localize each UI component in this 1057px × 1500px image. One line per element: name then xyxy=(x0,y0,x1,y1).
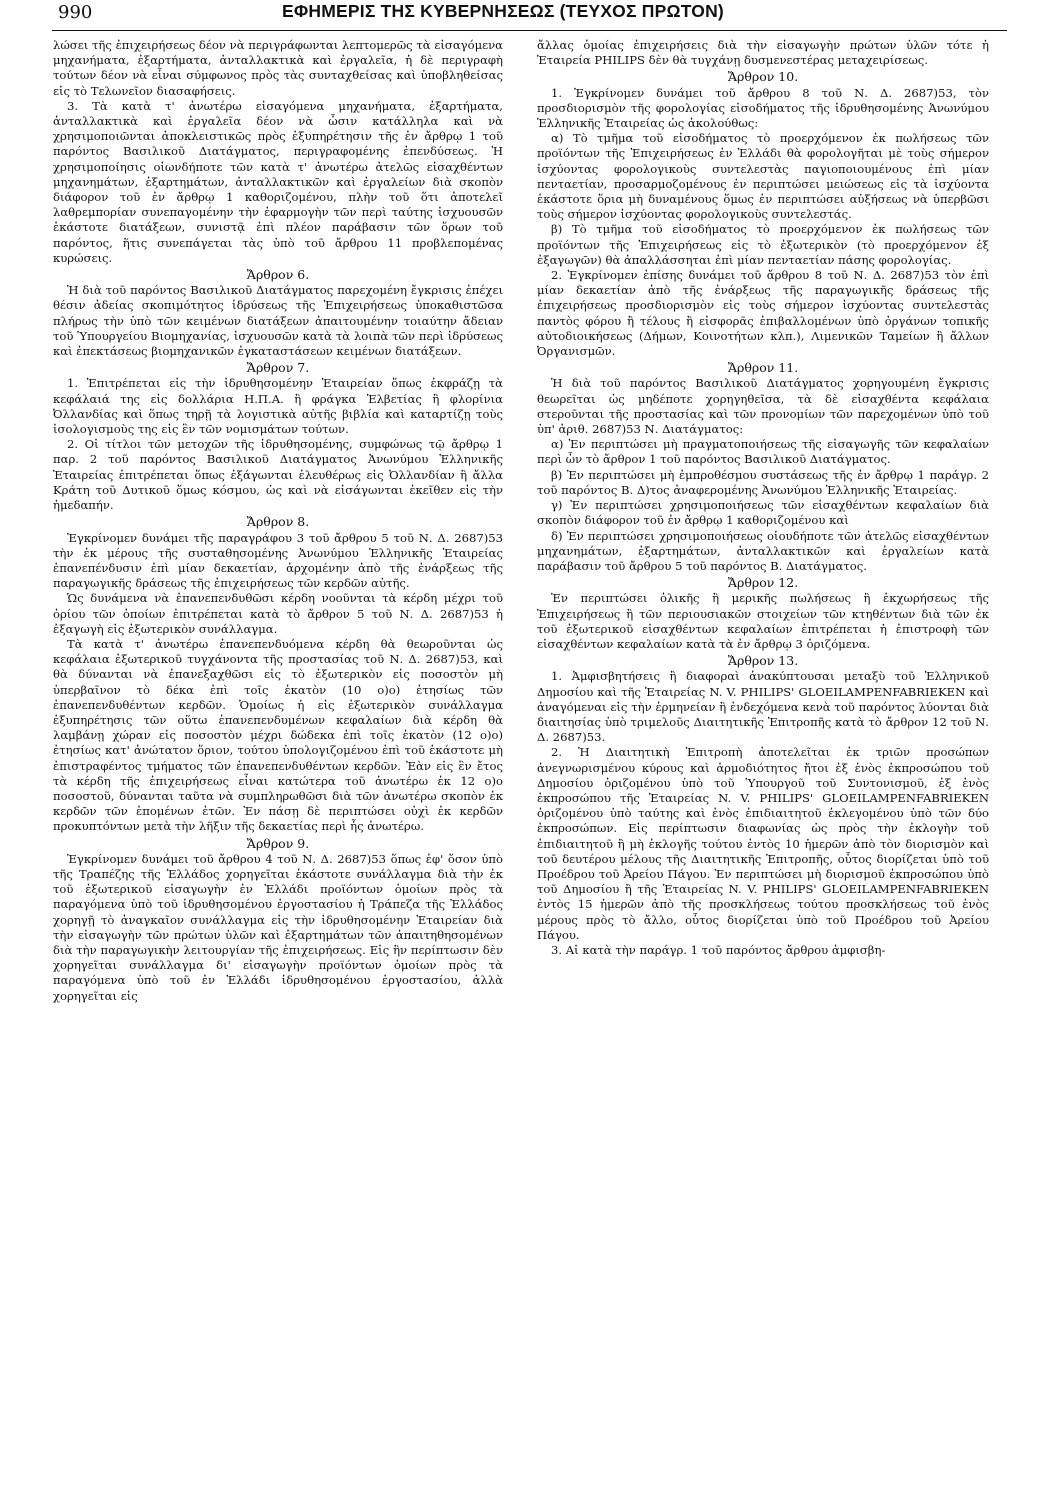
paragraph: Ἡ διὰ τοῦ παρόντος Βασιλικοῦ Διατάγματος χορηγουμένη ἔγκρισις θεωρεῖται ὡς μηδέποτε χορηγηθεῖσα, τὰ δὲ εἰσαχθέντα κεφάλαια στεροῦνται τῆς προστασίας καὶ τῶν προνομίων τῶν παρεχομένων ὑπὸ τοῦ ὑπ' ἀριθ. 2687)53 Ν. Διατάγματος: xyxy=(537,376,989,437)
paragraph: Τὰ κατὰ τ' ἀνωτέρω ἐπανεπενδυόμενα κέρδη θὰ θεωροῦνται ὡς κεφάλαια ἐξωτερικοῦ τυγχάνοντα τῆς προστασίας τοῦ Ν. Δ. 2687)53, καὶ θὰ δύνανται νὰ ἐπανεξαχθῶσι εἰς τὸ ἐξωτερικὸν εἰς ποσοστὸν μὴ ὑπερβαῖνον τὸ δέκα ἐπὶ τοῖς ἑκατὸν (10 ο)ο) ἐτησίως τῶν ἐπανεπενδυθέντων κερδῶν. Ὁμοίως ἡ εἰς ἐξωτερικὸν συνάλλαγμα ἐξυπηρέτησις τῶν οὕτω ἐπανεπενδυμένων κεφαλαίων διὰ κέρδη θὰ λαμβάνῃ χώραν εἰς ποσοστὸν μέχρι δώδεκα ἐπὶ τοῖς ἑκατὸν (12 ο)ο) ἐτησίως κατ' ἀνώτατον ὅριον, τούτου ὑπολογιζομένου ἐπὶ τοῦ ἑκάστοτε μὴ ἐπιστραφέντος τμήματος τῶν ἐπανεπενδυθέντων κερδῶν. Ἐὰν εἰς ἓν ἔτος τὰ κέρδη τῆς ἐπιχειρήσεως εἶναι κατώτερα τοῦ ἀνωτέρω ἐκ 12 ο)ο ποσοστοῦ, δύνανται ταῦτα νὰ συμπληρωθῶσι διὰ τῶν ἀνωτέρω σκοπὸν ἐκ κερδῶν τῶν ἑπομένων ἐτῶν. Ἐν πάσῃ δὲ περιπτώσει οὐχὶ ἐκ κερδῶν προκυπτόντων μετὰ τὴν λῆξιν τῆς δεκαετίας περὶ ἧς ἀνωτέρω. xyxy=(53,636,503,834)
clause-a: α) Ἐν περιπτώσει μὴ πραγματοποιήσεως τῆς εἰσαγωγῆς τῶν κεφαλαίων περὶ ὧν τὸ ἄρθρον 1 τοῦ παρόντος Βασιλικοῦ Διατάγματος. xyxy=(537,437,989,467)
paragraph: 1. Ἀμφισβητήσεις ἢ διαφοραὶ ἀνακύπτουσαι μεταξὺ τοῦ Ἑλληνικοῦ Δημοσίου καὶ τῆς Ἑταιρείας N. V. PHILIPS' GLOEILAMPENFABRIEKEN καὶ ἀναγόμεναι εἰς τὴν ἑρμηνείαν ἢ ἐνδεχόμενα κενὰ τοῦ παρόντος λύονται διὰ διαιτησίας ὑπὸ τριμελοῦς Διαιτητικῆς Ἐπιτροπῆς κατὰ τὸ ἄρθρον 12 τοῦ Ν. Δ. 2687)53. xyxy=(537,669,989,745)
left-column xyxy=(53,38,503,1004)
paragraph: 1. Ἐγκρίνομεν δυνάμει τοῦ ἄρθρου 8 τοῦ Ν. Δ. 2687)53, τὸν προσδιορισμὸν τῆς φορολογίας εἰσοδήματος τῆς ἱδρυθησομένης Ἀνωνύμου Ἑλληνικῆς Ἑταιρείας ὡς ἀκολούθως: xyxy=(537,85,989,131)
clause-b: β) Τὸ τμῆμα τοῦ εἰσοδήματος τὸ προερχόμενον ἐκ πωλήσεως τῶν προϊόντων τῆς Ἐπιχειρήσεως εἰς τὸ ἐξωτερικὸν (τὸ προερχόμενον ἐξ ἐξαγωγῶν) θὰ ἀπαλλάσσηται ἐπὶ μίαν πενταετίαν πάσης φορολογίας. xyxy=(537,222,989,267)
article-heading-11: Ἄρθρον 11. xyxy=(727,360,799,376)
article-heading-13: Ἄρθρον 13. xyxy=(727,653,799,669)
page-number: 990 xyxy=(58,2,93,23)
paragraph: 2. Ἡ Διαιτητικὴ Ἐπιτροπὴ ἀποτελεῖται ἐκ τριῶν προσώπων ἀνεγνωρισμένου κύρους καὶ ἁρμοδιότητος ἤτοι ἐξ ἑνὸς ἐκπροσώπου τοῦ Δημοσίου ὁριζομένου ὑπὸ τοῦ Ὑπουργοῦ τοῦ Συντονισμοῦ, ἐξ ἑνὸς ἐκπροσώπου τῆς Ἑταιρείας N. V. PHILIPS' GLOEILAMPENFABRIEKEN ὁριζομένου ὑπὸ ταύτης καὶ ἑνὸς ἐπιδιαιτητοῦ ἐκλεγομένου ὑπὸ τῶν δύο ἐκπροσώπων. Εἰς περίπτωσιν διαφωνίας ὡς πρὸς τὴν ἐκλογὴν τοῦ ἐπιδιαιτητοῦ ἢ μὴ ἐκλογῆς τούτου ἐντὸς 10 ἡμερῶν ἀπὸ τὸν διορισμὸν καὶ τοῦ δευτέρου μέλους τῆς Διαιτητικῆς Ἐπιτροπῆς, οὗτος διορίζεται ὑπὸ τοῦ Προέδρου τοῦ Ἀρείου Πάγου. Ἐν περιπτώσει μὴ διορισμοῦ ἐκπροσώπου ὑπὸ τοῦ Δημοσίου ἢ τῆς Ἑταιρείας N. V. PHILIPS' GLOEILAMPENFABRIEKEN ἐντὸς 15 ἡμερῶν ἀπὸ τῆς προσκλήσεως τούτου προσκλήσεως τοῦ ἑνὸς μέρους πρὸς τὸ ἄλλο, οὗτος διορίζεται ὑπὸ τοῦ Προέδρου τοῦ Ἀρείου Πάγου. xyxy=(537,745,989,942)
paragraph: Ἐγκρίνομεν δυνάμει τοῦ ἄρθρου 4 τοῦ Ν. Δ. 2687)53 ὅπως ἐφ' ὅσον ὑπὸ τῆς Τραπέζης τῆς Ἑλλάδος χορηγεῖται ἑκάστοτε συνάλλαγμα διὰ τὴν ἐκ τοῦ ἐξωτερικοῦ εἰσαγωγὴν ἐν Ἑλλάδι προϊόντων ὁμοίων πρὸς τὰ παραγόμενα ὑπὸ τοῦ ἱδρυθησομένου ἐργοστασίου ἡ Τράπεζα τῆς Ἑλλάδος χορηγῇ τὸ ἀναγκαῖον συνάλλαγμα εἰς τὴν ἱδρυθησομένην Ἑταιρείαν διὰ τὴν εἰσαγωγὴν τῶν πρώτων ὑλῶν καὶ ἐξαρτημάτων τῶν ἀπαιτηθησομένων διὰ τὴν παραγωγικὴν λειτουργίαν τῆς ἐπιχειρήσεως. Εἰς ἣν περίπτωσιν δὲν χορηγεῖται συνάλλαγμα δι' εἰσαγωγὴν προϊόντων ὁμοίων πρὸς τὰ παραγόμενα ὑπὸ τοῦ ἐν Ἑλλάδι ἱδρυθησομένου ἐργοστασίου, ἀλλὰ χορηγεῖται εἰς xyxy=(53,851,503,1003)
paragraph: 3. Τὰ κατὰ τ' ἀνωτέρω εἰσαγόμενα μηχανήματα, ἐξαρτήματα, ἀνταλλακτικὰ καὶ ἐργαλεῖα δέον νὰ ὦσιν κατάλληλα καὶ νὰ χρησιμοποιῶνται ἀποκλειστικῶς πρὸς ἐξυπηρέτησιν τῆς ἐν ἄρθρῳ 1 τοῦ παρόντος Βασιλικοῦ Διατάγματος, περιγραφομένης ἐπενδύσεως. Ἡ χρησιμοποίησις οἱωνδήποτε τῶν κατὰ τ' ἀνωτέρω ἀτελῶς εἰσαχθέντων μηχανημάτων, ἐξαρτημάτων, ἀνταλλακτικῶν καὶ ἐργαλείων διὰ σκοπὸν διάφορον τοῦ ἐν ἄρθρῳ 1 καθοριζομένου, πλὴν τοῦ ὅτι ἀποτελεῖ λαθρεμπορίαν συνεπαγομένην τὴν ἐφαρμογὴν τῶν περὶ ταύτης ἰσχυουσῶν ἑκάστοτε διατάξεων, συνιστᾷ ἐπὶ πλέον παράβασιν τῶν ὅρων τοῦ παρόντος, ἥτις συνεπάγεται τὰς ὑπὸ τοῦ ἄρθρου 11 προβλεπομένας κυρώσεις. xyxy=(53,98,503,265)
article-heading-12: Ἄρθρον 12. xyxy=(727,575,799,591)
paragraph: Ἐγκρίνομεν δυνάμει τῆς παραγράφου 3 τοῦ ἄρθρου 5 τοῦ Ν. Δ. 2687)53 τὴν ἐκ μέρους τῆς συσταθησομένης Ἀνωνύμου Ἑλληνικῆς Ἑταιρείας ἐπανεπένδυσιν ἐπὶ μίαν δεκαετίαν, ἀρχομένην ἀπὸ τῆς ἐνάρξεως τῆς παραγωγικῆς δράσεως τῆς ἐπιχειρήσεως τῶν κερδῶν αὐτῆς. xyxy=(53,530,503,591)
paragraph: 1. Ἐπιτρέπεται εἰς τὴν ἱδρυθησομένην Ἑταιρείαν ὅπως ἐκφράζῃ τὰ κεφάλαιά της εἰς δολλάρια Η.Π.Α. ἢ φράγκα Ἑλβετίας ἢ φλορίνια Ὀλλανδίας καὶ ὅπως τηρῇ τὰ λογιστικὰ αὐτῆς βιβλία καὶ καταρτίζῃ τοὺς ἰσολογισμοὺς της εἰς ἓν τῶν νομισμάτων τούτων. xyxy=(53,376,503,437)
article-heading-9: Ἄρθρον 9. xyxy=(246,835,310,851)
paragraph: 2. Οἱ τίτλοι τῶν μετοχῶν τῆς ἱδρυθησομένης, συμφώνως τῷ ἄρθρῳ 1 παρ. 2 τοῦ παρόντος Βασιλικοῦ Διατάγματος Ἀνωνύμου Ἑλληνικῆς Ἑταιρείας ἐπιτρέπεται ὅπως ἐξάγωνται ἐλευθέρως εἰς Ὀλλανδίαν ἢ ἄλλα Κράτη τοῦ Δυτικοῦ ὅμως κόσμου, ὡς καὶ νὰ εἰσάγωνται ἐκεῖθεν εἰς τὴν ἡμεδαπήν. xyxy=(53,437,503,513)
gazette-title: ΕΦΗΜΕΡΙΣ ΤΗΣ ΚΥΒΕΡΝΗΣΕΩΣ (ΤΕΥΧΟΣ ΠΡΩΤΟΝ) xyxy=(282,1,724,21)
paragraph: Ἐν περιπτώσει ὁλικῆς ἢ μερικῆς πωλήσεως ἢ ἐκχωρήσεως τῆς Ἐπιχειρήσεως ἢ τῶν περιουσιακῶν στοιχείων τῶν κτηθέντων διὰ τῶν ἐκ τοῦ ἐξωτερικοῦ εἰσαχθέντων κεφαλαίων ἐπιτρέπεται ἡ ἐπιστροφὴ τῶν εἰσαχθέντων κεφαλαίων κατὰ τὰ ἐν ἄρθρῳ 3 ὁριζόμενα. xyxy=(537,591,989,651)
right-column xyxy=(537,38,989,958)
article-heading-10: Ἄρθρον 10. xyxy=(727,69,799,85)
clause-b: β) Ἐν περιπτώσει μὴ ἐμπροθέσμου συστάσεως τῆς ἐν ἄρθρῳ 1 παράγρ. 2 τοῦ παρόντος Β. Δ)τος ἀναφερομένης Ἀνωνύμου Ἑλληνικῆς Ἑταιρείας. xyxy=(537,467,989,497)
article-heading-8: Ἄρθρον 8. xyxy=(246,514,310,530)
paragraph: Ἡ διὰ τοῦ παρόντος Βασιλικοῦ Διατάγματος παρεχομένη ἔγκρισις ἐπέχει θέσιν ἀδείας σκοπιμότητος ἱδρύσεως τῆς Ἐπιχειρήσεως ὑποκαθιστῶσα πλήρως τὴν ὑπὸ τῶν κειμένων διατάξεων ἀπαιτουμένην τοιαύτην ἄδειαν τοῦ Ὑπουργείου Βιομηχανίας, ἰσχυουσῶν κατὰ τὰ λοιπὰ τῶν περὶ ἱδρύσεως καὶ ἐπεκτάσεως βιομηχανικῶν ἐγκαταστάσεων κειμένων διατάξεων. xyxy=(53,283,503,359)
page-header xyxy=(52,0,1007,31)
clause-d: δ) Ἐν περιπτώσει χρησιμοποιήσεως οἱουδήποτε τῶν ἀτελῶς εἰσαχθέντων μηχανημάτων, ἐξαρτημάτων, ἀνταλλακτικῶν καὶ ἐργαλείων κατὰ παράβασιν τοῦ ἄρθρου 5 τοῦ παρόντος Β. Διατάγματος. xyxy=(537,528,989,573)
paragraph: 3. Αἱ κατὰ τὴν παράγρ. 1 τοῦ παρόντος ἄρθρου ἀμφισβη- xyxy=(551,942,886,957)
paragraph: Ὡς δυνάμενα νὰ ἐπανεπενδυθῶσι κέρδη νοοῦνται τὰ κέρδη μέχρι τοῦ ὁρίου τῶν ὁποίων ἐπιτρέπεται κατὰ τὸ ἄρθρον 5 τοῦ Ν. Δ. 2687)53 ἡ ἐξαγωγὴ εἰς ἐξωτερικὸν συνάλλαγμα. xyxy=(53,591,503,636)
paragraph: λώσει τῆς ἐπιχειρήσεως δέον νὰ περιγράφωνται λεπτομερῶς τὰ εἰσαγόμενα μηχανήματα, ἐξαρτήματα, ἀνταλλακτικὰ καὶ ἐργαλεῖα, ἡ δὲ περιγραφὴ τούτων δέον νὰ εἶναι σύμφωνος πρὸς τὰς συνταχθείσας καὶ ὑποβληθείσας εἰς τὸ Τελωνεῖον διασαφήσεις. xyxy=(53,38,503,98)
paragraph: ἄλλας ὁμοίας ἐπιχειρήσεις διὰ τὴν εἰσαγωγὴν πρώτων ὑλῶν τότε ἡ Ἑταιρεία PHILIPS δὲν θὰ τυγχάνῃ δυσμενεστέρας μεταχειρίσεως. xyxy=(537,38,989,68)
article-heading-6: Ἄρθρον 6. xyxy=(246,267,310,283)
paragraph: 2. Ἐγκρίνομεν ἐπίσης δυνάμει τοῦ ἄρθρου 8 τοῦ Ν. Δ. 2687)53 τὸν ἐπὶ μίαν δεκαετίαν ἀπὸ τῆς ἐνάρξεως τῆς παραγωγικῆς δράσεως τῆς ἐπιχειρήσεως προσδιορισμὸν εἰς τοὺς σήμερον ἰσχύοντας συντελεστὰς παντὸς φόρου ἢ τέλους ἢ εἰσφορᾶς ἐπιβαλλομένων ὑπὸ ὀργάνων τοπικῆς αὐτοδιοικήσεως (Δήμων, Κοινοτήτων κλπ.), Λιμενικῶν Ταμείων ἢ ἄλλων Ὀργανισμῶν. xyxy=(537,268,989,359)
clause-a: α) Τὸ τμῆμα τοῦ εἰσοδήματος τὸ προερχόμενον ἐκ πωλήσεως τῶν προϊόντων τῆς Ἐπιχειρήσεως ἐν Ἑλλάδι θὰ φορολογῆται μὲ τοὺς σήμερον ἰσχύοντας φορολογικοὺς συντελεστὰς παγιοποιουμένους ἐπὶ μίαν πενταετίαν, προσαρμοζομένους ἐν περιπτώσει μειώσεως εἰς τὰ ἰσχύοντα ἑκάστοτε ὅρια μὴ δυναμένους ὅμως ἐν περιπτώσει αὐξήσεως νὰ ὑπερβῶσι τοὺς σήμερον ἰσχύοντας φορολογικοὺς συντελεστάς. xyxy=(537,131,989,222)
clause-c: γ) Ἐν περιπτώσει χρησιμοποιήσεως τῶν εἰσαχθέντων κεφαλαίων διὰ σκοπὸν διάφορον τοῦ ἐν ἄρθρῳ 1 καθοριζομένου καὶ xyxy=(537,498,989,528)
article-heading-7: Ἄρθρον 7. xyxy=(246,360,310,376)
